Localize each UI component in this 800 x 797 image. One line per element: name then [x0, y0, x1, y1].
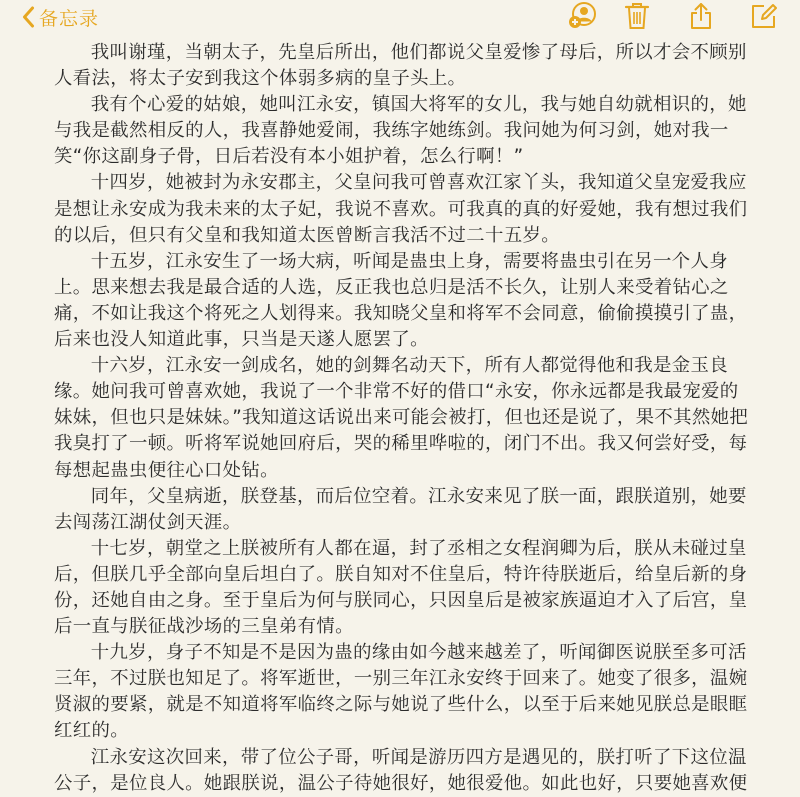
- note-paragraph: 十九岁，身子不知是不是因为蛊的缘由如今越来越差了，听闻御医说朕至多可活三年，不过朕也知足了。将军逝世，一别三年江永安终于回来了。她变了很多，温婉贤淑的要紧，就是不知道将军临终之际与她说了些什么，以至于后来她见朕总是眼眶红红的。: [54, 642, 748, 742]
- note-paragraph: 我有个心爱的姑娘，她叫江永安，镇国大将军的女儿，我与她自幼就相识的，她与我是截然相反的人，我喜静她爱闹，我练字她练剑。我问她为何习剑，她对我一笑“你这副身子骨，日后若没有本小姐护着，怎么行啊！”: [54, 94, 747, 168]
- back-button[interactable]: [22, 2, 99, 32]
- add-person-icon: [567, 1, 597, 31]
- note-paragraph: 十六岁，江永安一剑成名，她的剑舞名动天下，所有人都觉得他和我是金玉良缘。她问我可曾喜欢她，我说了一个非常不好的借口“永安，你永远都是我最宠爱的妹妹，但也只是妹妹。”我知道这话说出来可能会被打，但也还是说了，果不其然她把我臭打了一顿。听将军说她回府后，哭的稀里哗啦的，闭门不出。我又何尝好受，每每想起蛊虫便往心口处钻。: [54, 355, 749, 481]
- note-paragraph: 江永安这次回来，带了位公子哥，听闻是游历四方是遇见的，朕打听了下这位温公子，是位良人。她跟朕说，温公子待她很好，她很爱他。如此也好，只要她喜欢便: [54, 746, 748, 794]
- note-paragraph: 我叫谢瑾，当朝太子，先皇后所出，他们都说父皇爱惨了母后，所以才会不顾别人看法，将太子安到我这个体弱多病的皇子头上。: [54, 42, 747, 90]
- chevron-left-icon: [22, 6, 35, 28]
- share-button[interactable]: [685, 0, 717, 32]
- delete-button[interactable]: [621, 0, 653, 32]
- notes-toolbar: [0, 0, 800, 36]
- back-label: 备忘录: [39, 7, 100, 30]
- note-paragraph: 同年，父皇病逝，朕登基，而后位空着。江永安来见了朕一面，跟朕道别，她要去闯荡江湖仗剑天涯。: [54, 485, 747, 533]
- note-paragraph: 十七岁，朝堂之上朕被所有人都在逼，封了丞相之女程润卿为后，朕从未碰过皇后，但朕几乎全部向皇后坦白了。朕自知对不住皇后，特许待朕逝后，给皇后新的身份，还她自由之身。至于皇后为何与朕同心，只因皇后是被家族逼迫才入了后宫，皇后一直与朕征战沙场的三皇弟有情。: [54, 537, 748, 638]
- note-paragraph: 十四岁，她被封为永安郡主，父皇问我可曾喜欢江家丫头，我知道父皇宠爱我应是想让永安成为我未来的太子妃，我说不喜欢。可我真的真的好爱她，我有想过我们的以后，但只有父皇和我知道太医曾断言我活不过二十五岁。: [54, 172, 748, 246]
- compose-icon: [750, 1, 778, 31]
- note-paragraph: 十五岁，江永安生了一场大病，听闻是蛊虫上身，需要将蛊虫引在另一个人身上。思来想去我是最合适的人选，反正我也总归是活不长久，让别人来受着钻心之痛，不如让我这个将死之人划得来。我知晓父皇和将军不会同意，偷偷摸摸引了蛊，后来也没人知道此事，只当是天遂人愿罢了。: [54, 250, 748, 351]
- note-body[interactable]: [54, 40, 754, 797]
- add-person-button[interactable]: [566, 0, 598, 32]
- trash-icon: [624, 1, 650, 31]
- compose-button[interactable]: [748, 0, 780, 32]
- share-icon: [688, 1, 714, 31]
